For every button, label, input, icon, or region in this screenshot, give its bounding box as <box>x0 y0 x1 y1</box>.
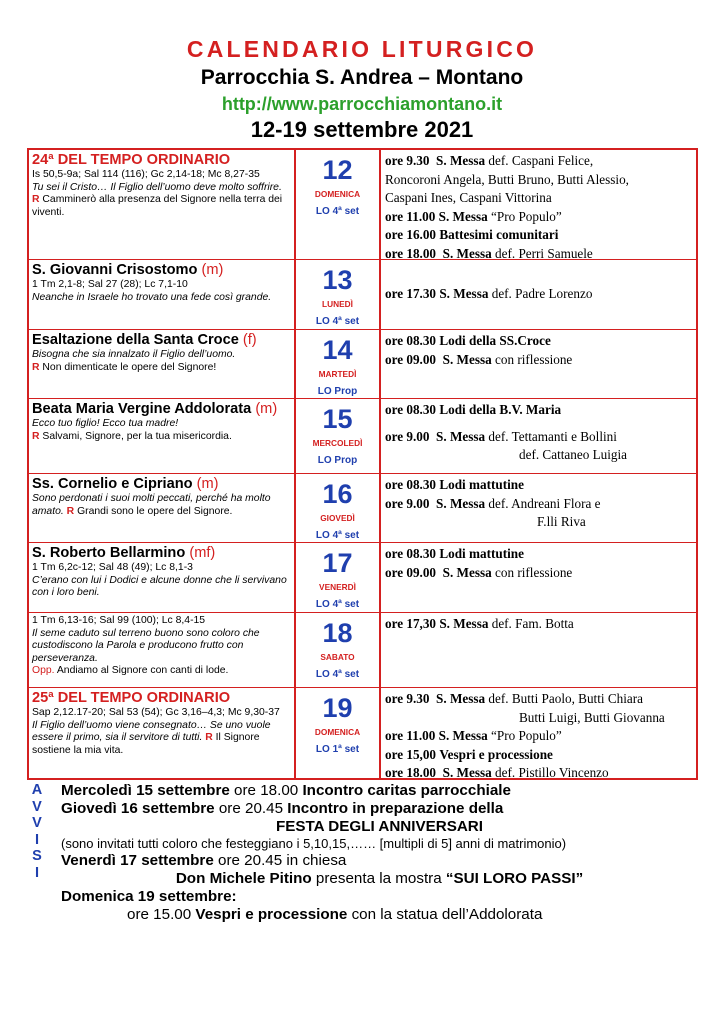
gospel-quote: C’erano con lui i Dodici e alcune donne che li servivano con i loro beni. <box>32 574 287 599</box>
day-name: DOMENICA <box>314 189 361 199</box>
day-name: SABATO <box>320 652 355 662</box>
event-line: F.lli Riva <box>537 514 586 529</box>
event-line: Caspani Ines, Caspani Vittorina <box>385 190 552 205</box>
celebration-type: (m) <box>255 401 278 417</box>
response-label: R <box>205 732 213 744</box>
notice-line: Mercoledì 15 settembre ore 18.00 Incontro caritas parrocchiale <box>61 782 511 799</box>
notice-line: ore 15.00 Vespri e processione con la statua dell’Addolorata <box>127 906 543 923</box>
liturgy-cell <box>29 688 294 780</box>
celebration-type: (m) <box>201 262 224 278</box>
calendar-row-13 <box>29 260 696 330</box>
event-line: ore 15,00 Vespri e processione <box>385 746 553 762</box>
week-dates: 12-19 settembre 2021 <box>250 117 474 142</box>
liturgy-of-hours: LO 4ª set <box>315 599 360 610</box>
celebration-title: 25ª DEL TEMPO ORDINARIO <box>32 690 231 706</box>
day-number: 19 <box>322 693 353 723</box>
liturgy-cell <box>29 613 294 687</box>
events-cell <box>381 399 696 473</box>
event-line: ore 18.00 S. Messa def. Perri Samuele <box>385 245 593 259</box>
celebration-type: (mf) <box>189 545 216 561</box>
notice-line: Domenica 19 settembre: <box>61 888 237 905</box>
liturgy-of-hours: LO 4ª set <box>315 669 360 680</box>
calendar-row-18 <box>29 613 696 688</box>
liturgy-cell <box>29 260 294 329</box>
liturgy-of-hours: LO 4ª set <box>315 530 360 541</box>
psalm-response: Andiamo al Signore con canti di lode. <box>56 665 229 677</box>
event-line: ore 09.00 S. Messa con riflessione <box>385 564 573 580</box>
celebration-title: Esaltazione della Santa Croce <box>32 332 239 348</box>
day-name: DOMENICA <box>314 727 361 737</box>
day-name: GIOVEDÌ <box>320 513 355 523</box>
day-number: 12 <box>322 155 353 185</box>
readings: 1 Tm 6,2c-12; Sal 48 (49); Lc 8,1-3 <box>32 562 193 573</box>
psalm-response: Il Signore sostiene la mia vita. <box>32 732 260 756</box>
notices-section <box>27 780 698 960</box>
notice-line: Don Michele Pitino presenta la mostra “SUI LORO PASSI” <box>175 870 584 887</box>
event-line: Roncoroni Angela, Butti Bruno, Butti Alessio, <box>385 171 629 187</box>
liturgy-cell <box>29 474 294 542</box>
readings: 1 Tm 6,13-16; Sal 99 (100); Lc 8,4-15 <box>32 615 206 626</box>
gospel-quote: Ecco tuo figlio! Ecco tua madre! <box>32 418 179 429</box>
liturgy-of-hours: LO Prop <box>317 455 358 466</box>
liturgy-of-hours: LO 4ª set <box>315 206 360 217</box>
events-cell <box>381 150 696 259</box>
event-line: ore 18.00 S. Messa def. Pistillo Vincenzo <box>385 765 609 780</box>
celebration-title: 24ª DEL TEMPO ORDINARIO <box>32 152 231 168</box>
event-line: ore 16.00 Battesimi comunitari <box>385 227 559 242</box>
response-label: R <box>32 430 40 442</box>
day-name: VENERDÌ <box>319 582 356 592</box>
gospel-quote: Il seme caduto sul terreno buono sono coloro che custodiscono la Parola e producono frutto con perseveranza. <box>32 627 260 664</box>
date-cell <box>294 330 381 398</box>
celebration-title: S. Roberto Bellarmino <box>32 545 186 561</box>
psalm-response: Non dimenticate le opere del Signore! <box>42 361 217 373</box>
notices-text <box>61 782 698 924</box>
psalm-response: Salvami, Signore, per la tua misericordia. <box>42 430 232 442</box>
readings: Is 50,5-9a; Sal 114 (116); Gc 2,14-18; Mc 8,27-35 <box>32 169 260 180</box>
calendar-row-12 <box>29 150 696 260</box>
readings: Sap 2,12.17-20; Sal 53 (54); Gc 3,16–4,3; Mc 9,30-37 <box>32 707 280 718</box>
notice-line: (sono invitati tutti coloro che festeggiano i 5,10,15,…… [multipli di 5] anni di matrimonio) <box>61 836 567 851</box>
response-label: R <box>32 361 40 373</box>
day-name: MERCOLEDÌ <box>312 438 363 448</box>
response-label: R <box>32 194 40 206</box>
liturgy-cell <box>29 543 294 612</box>
psalm-response: Grandi sono le opere del Signore. <box>77 505 233 517</box>
day-name: MARTEDÌ <box>318 369 357 379</box>
event-line: Butti Luigi, Butti Giovanna <box>519 709 665 725</box>
day-number: 16 <box>322 479 353 509</box>
celebration-title: Beata Maria Vergine Addolorata <box>32 401 252 417</box>
day-name: LUNEDÌ <box>322 299 353 309</box>
event-line: ore 9.00 S. Messa def. Andreani Flora e <box>385 495 601 511</box>
calendar-row-16 <box>29 474 696 543</box>
page-title: CALENDARIO LITURGICO <box>186 36 538 62</box>
event-line: ore 08.30 Lodi della SS.Croce <box>385 333 551 348</box>
event-line: ore 9.30 S. Messa def. Caspani Felice, <box>385 153 594 168</box>
date-cell <box>294 150 381 259</box>
day-number: 18 <box>322 618 353 648</box>
liturgy-cell <box>29 399 294 473</box>
event-line: ore 11.00 S. Messa “Pro Populo” <box>385 208 562 224</box>
event-line: ore 9.00 S. Messa def. Tettamanti e Bollini <box>385 428 617 444</box>
celebration-type: (f) <box>242 332 257 348</box>
event-line: ore 08.30 Lodi mattutine <box>385 546 524 561</box>
event-line: ore 17,30 S. Messa def. Fam. Botta <box>385 616 574 631</box>
events-cell <box>381 688 696 780</box>
psalm-response: Camminerò alla presenza del Signore nella terra dei viventi. <box>32 194 283 218</box>
liturgy-of-hours: LO Prop <box>317 386 358 397</box>
event-line: ore 17.30 S. Messa def. Padre Lorenzo <box>385 286 593 302</box>
date-cell <box>294 688 381 780</box>
liturgy-cell <box>29 330 294 398</box>
gospel-quote: Sono perdonati i suoi molti peccati, perché ha molto amato. <box>32 493 271 517</box>
gospel-quote: Il Figlio dell’uomo viene consegnato… Se uno vuole essere il primo, sia il servitore di tutti. <box>32 719 271 744</box>
calendar-row-19 <box>29 688 696 780</box>
avvisi-vertical-label: A V V I S I <box>31 782 43 881</box>
gospel-quote: Bisogna che sia innalzato il Figlio dell’uomo. <box>32 349 236 360</box>
calendar-row-17 <box>29 543 696 613</box>
calendar-row-14 <box>29 330 696 399</box>
calendar-row-15 <box>29 399 696 474</box>
event-line: ore 11.00 S. Messa “Pro Populo” <box>385 728 562 743</box>
response-label: R <box>66 505 75 517</box>
event-line: ore 08.30 Lodi della B.V. Maria <box>385 402 562 417</box>
event-line: ore 9.30 S. Messa def. Butti Paolo, Butti Chiara <box>385 691 643 706</box>
day-number: 15 <box>322 404 353 434</box>
antiphon-label: Opp. <box>32 665 55 677</box>
date-cell <box>294 613 381 687</box>
readings: 1 Tm 2,1-8; Sal 27 (28); Lc 7,1-10 <box>32 279 188 290</box>
day-number: 13 <box>322 265 353 295</box>
date-cell <box>294 543 381 612</box>
day-number: 17 <box>322 548 353 578</box>
event-line: def. Cattaneo Luigia <box>519 447 628 462</box>
event-line: ore 09.00 S. Messa con riflessione <box>385 351 573 367</box>
events-cell <box>381 613 696 687</box>
events-cell <box>381 543 696 612</box>
celebration-title: Ss. Cornelio e Cipriano <box>32 476 193 492</box>
events-cell <box>381 474 696 542</box>
parish-name: Parrocchia S. Andrea – Montano <box>200 66 524 89</box>
parish-url-link[interactable]: http://www.parrocchiamontano.it <box>221 94 503 114</box>
date-cell <box>294 474 381 542</box>
notice-line: Venerdì 17 settembre ore 20.45 in chiesa <box>61 852 347 869</box>
event-line: ore 08.30 Lodi mattutine <box>385 477 524 492</box>
events-cell <box>381 260 696 329</box>
gospel-quote: Tu sei il Cristo… Il Figlio dell’uomo deve molto soffrire. <box>32 181 282 193</box>
celebration-type: (m) <box>196 476 219 492</box>
liturgy-cell <box>29 150 294 259</box>
day-number: 14 <box>322 335 353 365</box>
date-cell <box>294 399 381 473</box>
liturgy-of-hours: LO 1ª set <box>315 744 360 755</box>
notice-line: FESTA DEGLI ANNIVERSARI <box>275 818 483 835</box>
notice-line: Giovedì 16 settembre ore 20.45 Incontro in preparazione della <box>61 800 504 817</box>
gospel-quote: Neanche in Israele ho trovato una fede così grande. <box>32 291 272 303</box>
liturgy-of-hours: LO 4ª set <box>315 316 360 327</box>
celebration-title: S. Giovanni Crisostomo <box>32 262 198 278</box>
liturgical-calendar-table <box>27 148 698 780</box>
date-cell <box>294 260 381 329</box>
events-cell <box>381 330 696 398</box>
